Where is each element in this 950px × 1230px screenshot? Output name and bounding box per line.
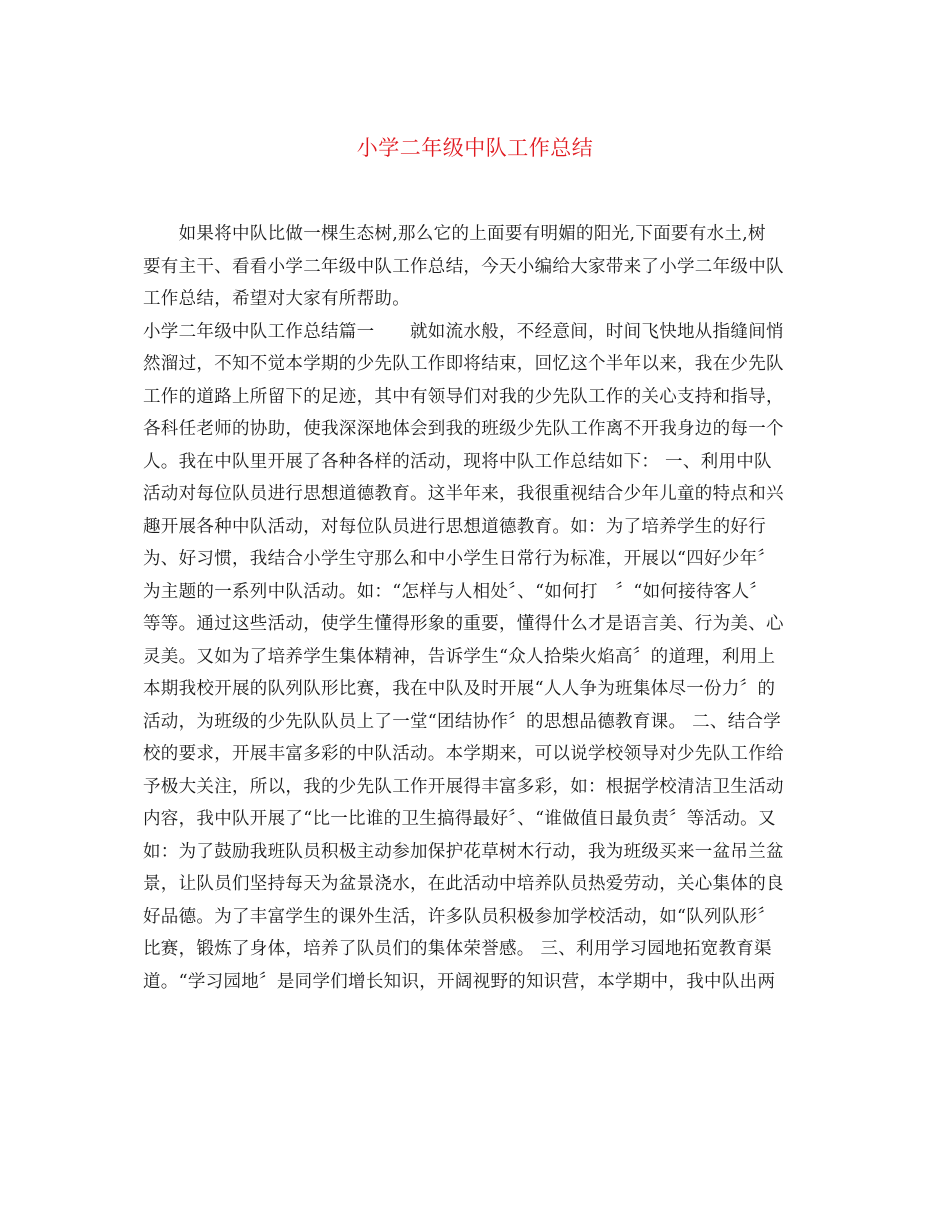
body-text-line: 景，让队员们坚持每天为盆景浇水，在此活动中培养队员热爱劳动，关心集体的良: [143, 874, 784, 894]
body-text-line: 人。我在中队里开展了各种各样的活动，现将中队工作总结如下： 一、利用中队: [143, 451, 772, 472]
body-text-line: 活动，为班级的少先队队员上了一堂“团结协作〞的思想品德教育课。 二、结合学: [143, 711, 782, 732]
document-title: 小学二年级中队工作总结: [356, 136, 594, 160]
body-text-line: 道。“学习园地〞是同学们增长知识，开阔视野的知识营，本学期中，我中队出两: [143, 971, 776, 992]
document-body: [143, 218, 813, 998]
body-text-line: 本期我校开展的队列队形比赛，我在中队及时开展“人人争为班集体尽一份力〞的: [143, 679, 776, 699]
body-text-line: 予极大关注，所以，我的少先队工作开展得丰富多彩，如：根据学校清洁卫生活动: [143, 776, 784, 797]
body-text-line: 如：为了鼓励我班队员积极主动参加保护花草树木行动，我为班级买来一盆吊兰盆: [143, 841, 784, 862]
body-text-line: 等等。通过这些活动，使学生懂得形象的重要，懂得什么才是语言美、行为美、心: [143, 614, 784, 634]
body-text-line: 好品德。为了丰富学生的课外生活，许多队员积极参加学校活动，如“队列队形〞: [143, 906, 776, 927]
body-text-line: 为主题的一系列中队活动。如：“怎样与人相处〞、“如何打 〞“如何接待客人〞: [143, 581, 768, 602]
body-text-line: 内容，我中队开展了“比一比谁的卫生搞得最好〞、“谁做值日最负责〞等活动。又: [143, 809, 776, 829]
body-text-line: 校的要求，开展丰富多彩的中队活动。本学期来，可以说学校领导对少先队工作给: [143, 744, 784, 764]
body-text-line: 为、好习惯，我结合小学生守那么和中小学生日常行为标准，开展以“四好少年〞: [143, 549, 776, 569]
body-text-line: 如果将中队比做一棵生态树,那么它的上面要有明媚的阳光,下面要有水土,树: [143, 224, 766, 244]
body-text-line: 灵美。又如为了培养学生集体精神，告诉学生“众人拾柴火焰高〞的道理，利用上: [143, 646, 776, 667]
body-text-line: 活动对每位队员进行思想道德教育。这半年来，我很重视结合少年儿童的特点和兴: [143, 484, 784, 504]
body-text-line: 趣开展各种中队活动，对每位队员进行思想道德教育。如：为了培养学生的好行: [143, 516, 766, 537]
body-text-line: 工作的道路上所留下的足迹，其中有领导们对我的少先队工作的关心支持和指导，: [143, 386, 784, 407]
body-text-line: 小学二年级中队工作总结篇一 就如流水般，不经意间，时间飞快地从指缝间悄: [143, 321, 784, 342]
body-text-line: 要有主干、看看小学二年级中队工作总结，今天小编给大家带来了小学二年级中队: [143, 256, 784, 277]
body-text-line: 比赛，锻炼了身体，培养了队员们的集体荣誉感。 三、利用学习园地拓宽教育渠: [143, 939, 772, 959]
body-text-line: 然溜过，不知不觉本学期的少先队工作即将结束，回忆这个半年以来，我在少先队: [143, 354, 784, 374]
body-text-line: 各科任老师的协助，使我深深地体会到我的班级少先队工作离不开我身边的每一个: [143, 419, 784, 439]
body-text-line: 工作总结，希望对大家有所帮助。: [143, 289, 410, 309]
